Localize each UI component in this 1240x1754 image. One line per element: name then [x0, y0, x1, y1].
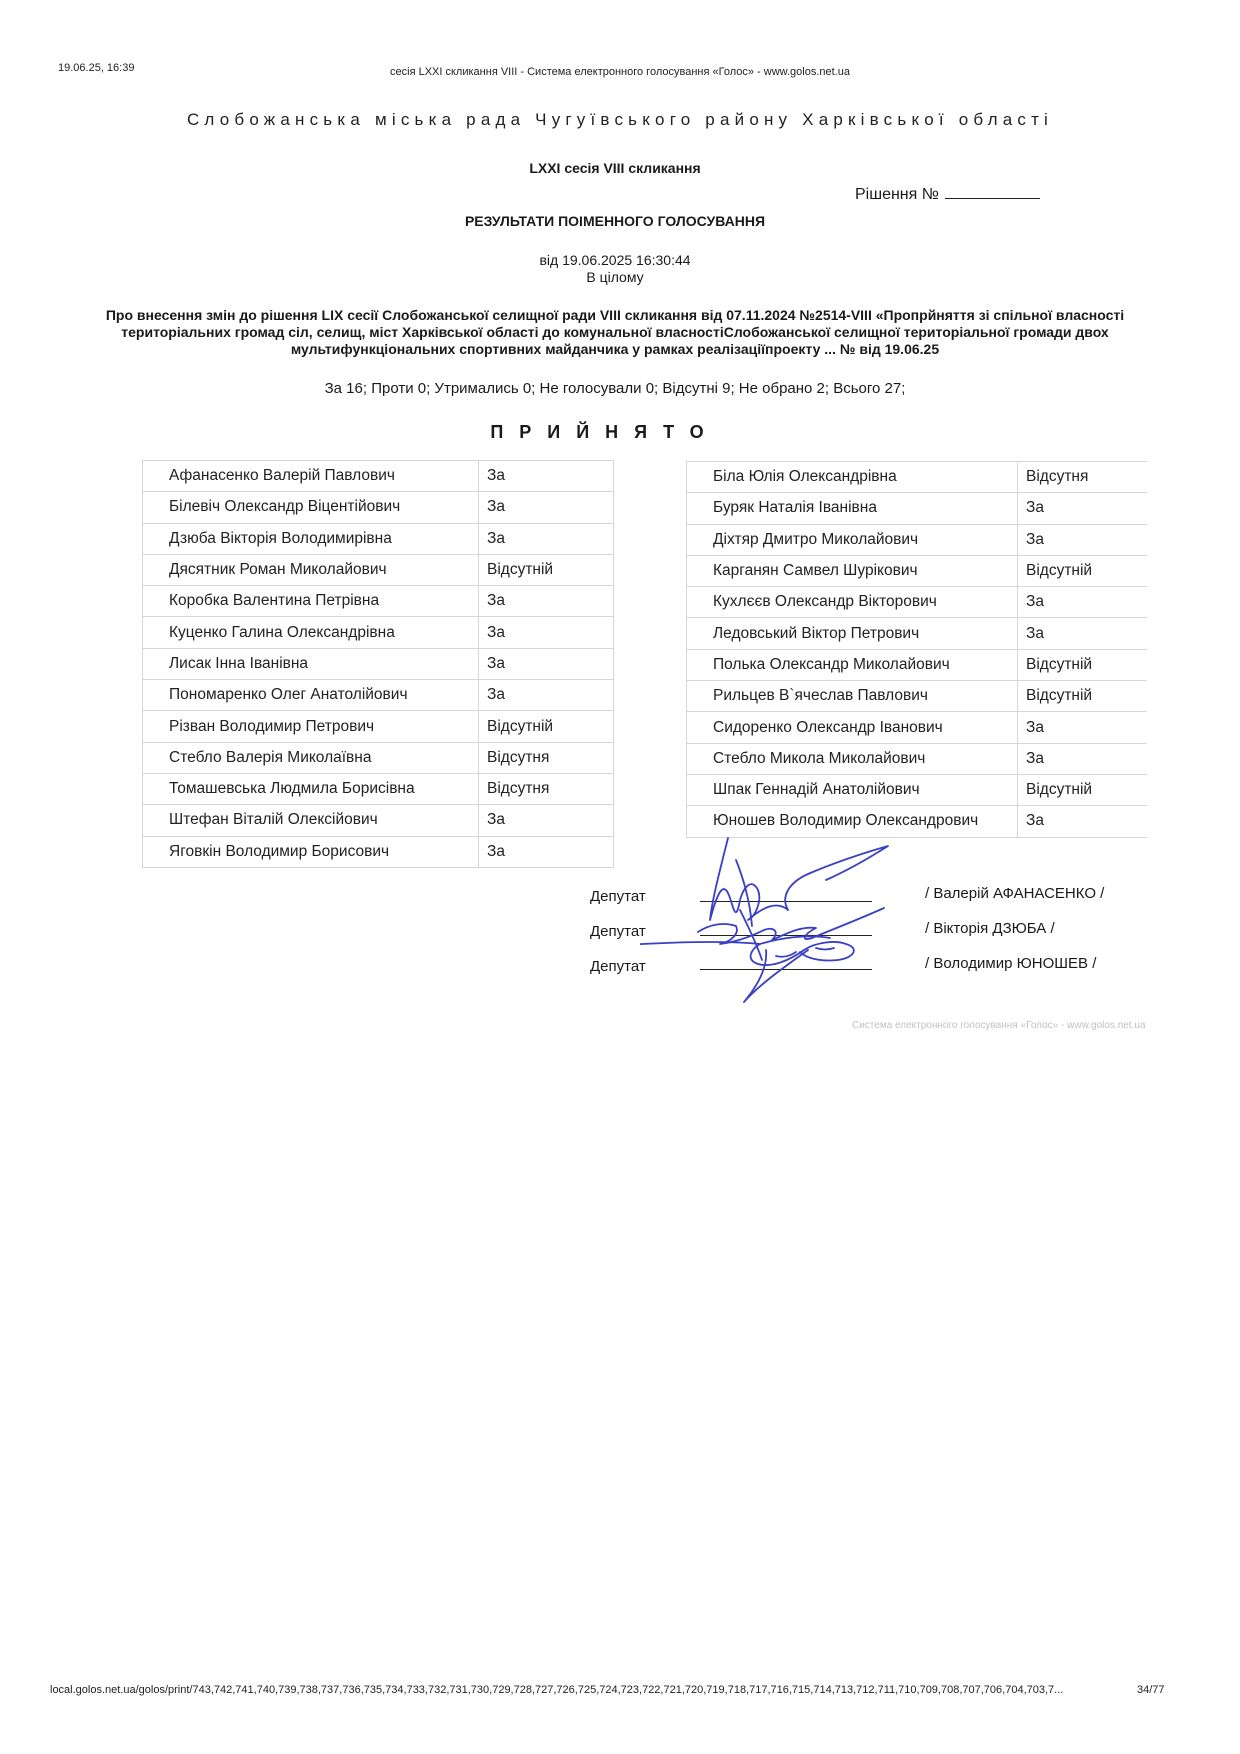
votes-table-left: [142, 460, 614, 868]
deputy-vote: Відсутня: [479, 742, 614, 773]
footer-system-watermark: Система електронного голосування «Голос» - www.golos.net.ua: [852, 1020, 1146, 1031]
vote-row: [687, 712, 1148, 743]
vote-row: [143, 711, 614, 742]
deputy-vote: Відсутня: [1018, 462, 1148, 493]
deputy-vote: За: [479, 586, 614, 617]
deputy-name: Афанасенко Валерій Павлович: [143, 461, 479, 492]
council-name: Слобожанська міська рада Чугуївського району Харківської області: [186, 110, 1054, 129]
vote-result: ПРИЙНЯТО: [490, 422, 720, 442]
print-date: 19.06.25, 16:39: [58, 62, 135, 74]
vote-row: [143, 836, 614, 867]
deputy-name: Коробка Валентина Петрівна: [143, 586, 479, 617]
signature-name: / Вікторія ДЗЮБА /: [925, 920, 1055, 937]
deputy-name: Кухлєєв Олександр Вікторович: [687, 587, 1018, 618]
deputy-name: Шпак Геннадій Анатолійович: [687, 774, 1018, 805]
vote-row: [143, 586, 614, 617]
deputy-name: Білевіч Олександр Віцентійович: [143, 492, 479, 523]
deputy-name: Пономаренко Олег Анатолійович: [143, 680, 479, 711]
deputy-name: Стебло Валерія Миколаївна: [143, 742, 479, 773]
vote-row: [143, 492, 614, 523]
deputy-vote: За: [1018, 524, 1148, 555]
results-title: РЕЗУЛЬТАТИ ПОІМЕННОГО ГОЛОСУВАННЯ: [464, 213, 766, 229]
deputy-name: Різван Володимир Петрович: [143, 711, 479, 742]
deputy-name: Стебло Микола Миколайович: [687, 743, 1018, 774]
deputy-vote: За: [1018, 618, 1148, 649]
deputy-vote: За: [479, 523, 614, 554]
vote-row: [143, 554, 614, 585]
vote-row: [687, 462, 1148, 493]
deputy-vote: Відсутній: [1018, 774, 1148, 805]
decision-number: [855, 184, 1040, 204]
deputy-vote: Відсутній: [479, 554, 614, 585]
deputy-vote: За: [1018, 806, 1148, 837]
deputy-name: Дзюба Вікторія Володимирівна: [143, 523, 479, 554]
signature-afanasenko: [710, 838, 888, 920]
deputy-name: Юношев Володимир Олександрович: [687, 806, 1018, 837]
vote-date: від 19.06.2025 16:30:44: [539, 252, 691, 268]
deputy-name: Куценко Галина Олександрівна: [143, 617, 479, 648]
vote-summary: За 16; Проти 0; Утримались 0; Не голосували 0; Відсутні 9; Не обрано 2; Всього 27;: [324, 380, 906, 397]
vote-row: [687, 587, 1148, 618]
deputy-name: Томашевська Людмила Борисівна: [143, 773, 479, 804]
signature-role: Депутат: [590, 888, 646, 905]
vote-row: [143, 680, 614, 711]
vote-row: [687, 555, 1148, 586]
vote-row: [687, 493, 1148, 524]
vote-row: [143, 805, 614, 836]
decision-number-blank: [945, 184, 1040, 199]
deputy-vote: За: [1018, 743, 1148, 774]
deputy-vote: Відсутня: [479, 773, 614, 804]
decision-number-label: Рішення №: [855, 186, 939, 203]
footer-url[interactable]: local.golos.net.ua/golos/print/743,742,741,740,739,738,737,736,735,734,733,732,731,730,729,728,727,726,725,724,723,722,721,720,719,718,717,716,715,714,713,712,711,710,709,708,707,706,704,703,7...: [50, 1684, 1064, 1696]
vote-row: [687, 524, 1148, 555]
deputy-name: Штефан Віталій Олексійович: [143, 805, 479, 836]
deputy-vote: За: [479, 648, 614, 679]
vote-type: В цілому: [586, 269, 644, 285]
deputy-vote: За: [1018, 493, 1148, 524]
deputy-vote: За: [1018, 712, 1148, 743]
vote-row: [143, 648, 614, 679]
decision-subject: Про внесення змін до рішення LIX сесії Слобожанської селищної ради VIII скликання від 07.11.2024 №2514-VIII «Пропрйняття зі спільної власності територіальних громад сіл, селищ, міст Харківської області до комунальної власностіСлобожанської селищної територіальної громади двох мультифункціональних спортивних майданчика у рамках реалізаціїпроекту ... № від 19.06.25: [105, 307, 1125, 357]
deputy-vote: За: [479, 461, 614, 492]
signature-dzyuba: [698, 908, 884, 944]
deputy-vote: За: [1018, 587, 1148, 618]
vote-row: [687, 618, 1148, 649]
signature-name: / Володимир ЮНОШЕВ /: [925, 955, 1097, 972]
deputy-name: Біла Юлія Олександрівна: [687, 462, 1018, 493]
vote-row: [687, 681, 1148, 712]
signature-role: Депутат: [590, 923, 646, 940]
signature-yunoshev: [640, 936, 854, 965]
deputy-name: Рильцев В`ячеслав Павлович: [687, 681, 1018, 712]
votes-table-right: [686, 461, 1147, 838]
deputy-vote: Відсутній: [1018, 555, 1148, 586]
print-title: сесія LXXI скликання VIII - Система електронного голосування «Голос» - www.golos.net.ua: [390, 66, 850, 78]
deputy-vote: За: [479, 617, 614, 648]
deputy-vote: За: [479, 492, 614, 523]
deputy-vote: Відсутній: [1018, 649, 1148, 680]
session-title: LXXI сесія VIII скликання: [529, 160, 701, 176]
deputy-name: Ледовський Віктор Петрович: [687, 618, 1018, 649]
vote-row: [143, 461, 614, 492]
signature-name: / Валерій АФАНАСЕНКО /: [925, 885, 1105, 902]
vote-row: [143, 523, 614, 554]
deputy-name: Лисак Інна Іванівна: [143, 648, 479, 679]
vote-row: [687, 743, 1148, 774]
deputy-vote: За: [479, 805, 614, 836]
vote-row: [687, 774, 1148, 805]
deputy-name: Яговкін Володимир Борисович: [143, 836, 479, 867]
deputy-name: Карганян Самвел Шурікович: [687, 555, 1018, 586]
vote-date-block: [0, 252, 1230, 286]
vote-row: [143, 742, 614, 773]
vote-row: [143, 773, 614, 804]
vote-row: [687, 649, 1148, 680]
handwritten-signatures: [640, 830, 930, 1010]
deputy-name: Дясятник Роман Миколайович: [143, 554, 479, 585]
deputy-vote: За: [479, 836, 614, 867]
deputy-name: Полька Олександр Миколайович: [687, 649, 1018, 680]
signature-role: Депутат: [590, 958, 646, 975]
deputy-vote: Відсутній: [479, 711, 614, 742]
deputy-vote: Відсутній: [1018, 681, 1148, 712]
deputy-vote: За: [479, 680, 614, 711]
deputy-name: Сидоренко Олександр Іванович: [687, 712, 1018, 743]
deputy-name: Діхтяр Дмитро Миколайович: [687, 524, 1018, 555]
deputy-name: Буряк Наталія Іванівна: [687, 493, 1018, 524]
footer-page-number: 34/77: [1137, 1684, 1165, 1696]
vote-row: [143, 617, 614, 648]
